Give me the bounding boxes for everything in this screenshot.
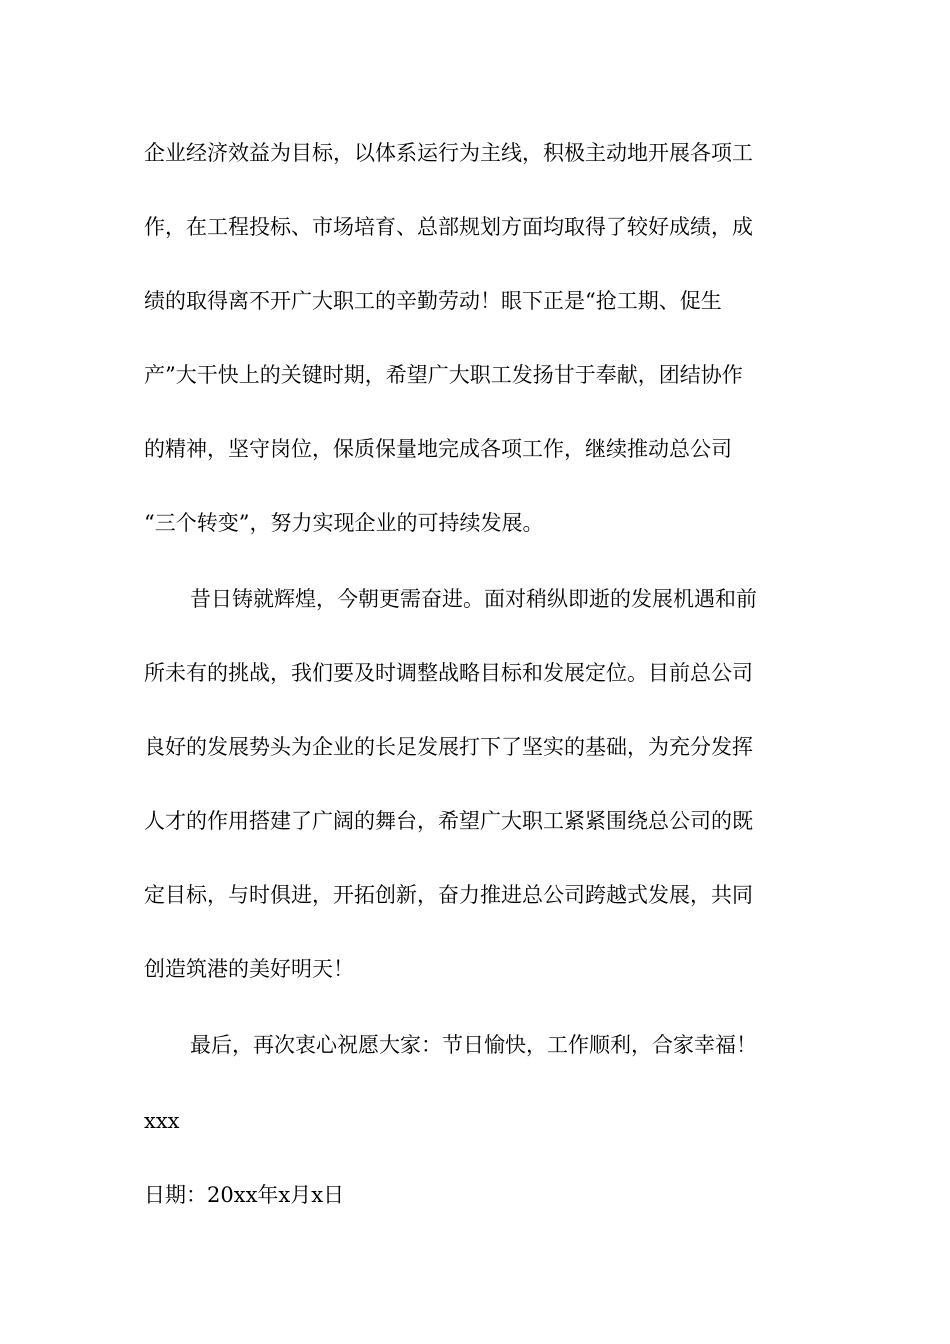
paragraph-2-line-2: 所未有的挑战，我们要及时调整战略目标和发展定位。目前总公司 (144, 661, 753, 685)
paragraph-2-line-3: 良好的发展势头为企业的长足发展打下了坚实的基础，为充分发挥 (144, 735, 753, 759)
closing-wishes: 最后，再次衷心祝愿大家：节日愉快，工作顺利，合家幸福！ (190, 1033, 757, 1057)
paragraph-1-line-2: 作，在工程投标、市场培育、总部规划方面均取得了较好成绩，成 (144, 215, 753, 239)
signature: xxx (144, 1109, 180, 1133)
paragraph-2-line-4: 人才的作用搭建了广阔的舞台，希望广大职工紧紧围绕总公司的既 (144, 809, 753, 833)
paragraph-1-line-4: 产”大干快上的关键时期，希望广大职工发扬甘于奉献，团结协作 (144, 363, 743, 387)
paragraph-1-line-3: 绩的取得离不开广大职工的辛勤劳动！眼下正是“抢工期、促生 (144, 289, 722, 313)
paragraph-2-line-1: 昔日铸就辉煌，今朝更需奋进。面对稍纵即逝的发展机遇和前 (190, 587, 757, 611)
paragraph-2-line-5: 定目标，与时俱进，开拓创新，奋力推进总公司跨越式发展，共同 (144, 883, 753, 907)
date-line: 日期：20xx年x月x日 (144, 1183, 345, 1207)
paragraph-1-line-1: 企业经济效益为目标，以体系运行为主线，积极主动地开展各项工 (144, 141, 753, 165)
paragraph-1-line-5: 的精神，坚守岗位，保质保量地完成各项工作，继续推动总公司 (144, 437, 732, 461)
paragraph-1-line-6: “三个转变”，努力实现企业的可持续发展。 (144, 511, 544, 535)
paragraph-2-line-6: 创造筑港的美好明天！ (144, 957, 354, 981)
